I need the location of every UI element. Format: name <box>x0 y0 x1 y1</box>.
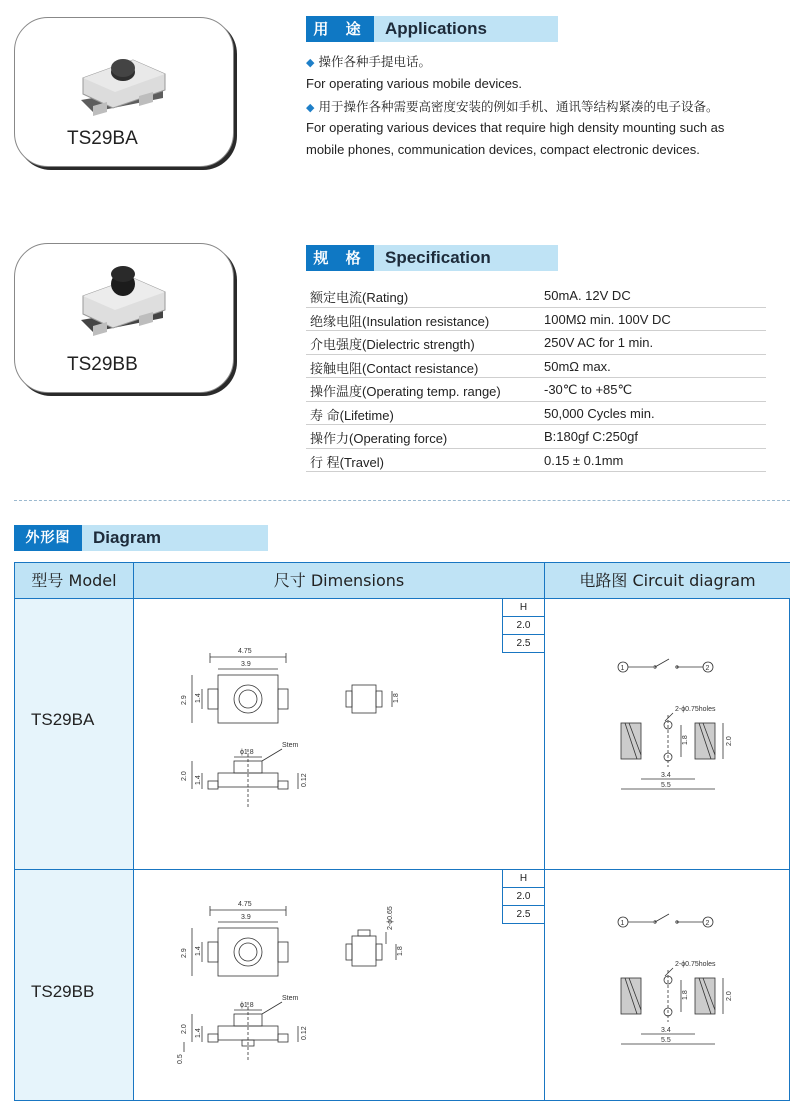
circ-w-outer: 5.5 <box>661 782 671 789</box>
applications-header-cn: 用 途 <box>306 16 374 42</box>
pin1-label: 1 <box>620 665 625 672</box>
section-divider <box>14 500 790 501</box>
dim-w-outer: 4.75 <box>238 648 252 655</box>
spec-row: 操作力(Operating force) B:180gf C:250gf <box>306 425 766 449</box>
applications-header-en: Applications <box>385 19 488 38</box>
dim-w-inner: 3.9 <box>241 661 251 668</box>
height-table: H 2.0 2.5 <box>502 599 544 653</box>
dim-front-h2: 1.4 <box>195 1028 202 1038</box>
dim-stem-label: Stem <box>282 995 299 1002</box>
product-card-ts29bb <box>14 243 234 393</box>
spec-row: 寿 命(Lifetime) 50,000 Cycles min. <box>306 402 766 426</box>
app-line-2: For operating various mobile devices. <box>306 76 523 91</box>
dim-front-t: 0.12 <box>301 773 308 787</box>
diamond-bullet-icon: ◆ <box>306 56 315 69</box>
diagram-table <box>14 562 790 1101</box>
circuit-cell-ts29bb <box>545 870 789 1100</box>
dim-bb-side-d: 2-ϕ0.65 <box>387 906 394 930</box>
product-label: TS29BB <box>67 354 138 375</box>
diagram-header <box>14 525 268 551</box>
dim-bb-bottom: 0.5 <box>177 1054 184 1064</box>
pin2-label: 2 <box>705 665 710 672</box>
circ-w-outer: 5.5 <box>661 1037 671 1044</box>
dim-stem-d: ϕ1.8 <box>240 749 254 756</box>
circ-h1: 1.8 <box>682 735 689 745</box>
circuit-cell-ts29ba <box>545 599 789 869</box>
holes-label: 2-ϕ0.75holes <box>675 706 716 713</box>
spec-row: 接触电阻(Contact resistance) 50mΩ max. <box>306 355 766 379</box>
circ-h2: 2.0 <box>726 736 733 746</box>
dim-h-inner: 1.4 <box>195 693 202 703</box>
spec-row: 操作温度(Operating temp. range) -30℃ to +85℃ <box>306 378 766 402</box>
app-line-5: mobile phones, communication devices, compact electronic devices. <box>306 142 700 157</box>
app-line-3: ◆ 用于操作各种需要高密度安装的例如手机、通讯等结构紧凑的电子设备。 <box>306 99 719 114</box>
circuit-diagram-ts29ba <box>615 655 745 805</box>
product-card-ts29ba <box>14 17 234 167</box>
circ-h1: 1.8 <box>682 990 689 1000</box>
dimension-drawing-ts29ba <box>174 639 474 819</box>
dim-w-inner: 3.9 <box>241 914 251 921</box>
dim-h-body: 2.9 <box>181 695 188 705</box>
model-cell-ts29bb <box>15 870 134 1100</box>
app-line-4: For operating various devices that require high density mounting such as <box>306 120 725 135</box>
col-dimensions: 尺寸 Dimensions <box>134 563 545 599</box>
specification-header <box>306 245 558 271</box>
specification-table <box>306 284 766 472</box>
specification-header-cn: 规 格 <box>306 245 374 271</box>
circuit-diagram-ts29bb <box>615 910 745 1060</box>
spec-row: 介电强度(Dielectric strength) 250V AC for 1 min. <box>306 331 766 355</box>
circ-w-inner: 3.4 <box>661 1027 671 1034</box>
dim-front-h2: 1.4 <box>195 775 202 785</box>
spec-row: 绝缘电阻(Insulation resistance) 100MΩ min. 100V DC <box>306 308 766 332</box>
dim-stem-d: ϕ1.8 <box>240 1002 254 1009</box>
model-label: TS29BB <box>31 982 95 1001</box>
dim-front-h: 2.0 <box>181 1024 188 1034</box>
pin2-label: 2 <box>705 920 710 927</box>
dim-front-t: 0.12 <box>301 1026 308 1040</box>
product-label: TS29BA <box>67 128 138 149</box>
height-table: H 2.0 2.5 <box>502 870 544 924</box>
dim-front-h: 2.0 <box>181 771 188 781</box>
col-model: 型号 Model <box>15 563 134 599</box>
dim-h-body: 2.9 <box>181 948 188 958</box>
switch-image-ts29ba <box>73 38 173 122</box>
applications-header <box>306 16 558 42</box>
dim-side-h: 1.8 <box>393 693 400 703</box>
diagram-header-cn: 外形图 <box>14 525 82 551</box>
model-label: TS29BA <box>31 710 95 729</box>
dim-side-h: 1.8 <box>397 946 404 956</box>
diagram-header-en: Diagram <box>93 528 162 547</box>
circ-h2: 2.0 <box>726 991 733 1001</box>
holes-label: 2-ϕ0.75holes <box>675 961 716 968</box>
pin1-label: 1 <box>620 920 625 927</box>
dimensions-cell-ts29ba <box>134 599 545 869</box>
switch-image-ts29bb <box>73 260 173 346</box>
col-circuit: 电路图 Circuit diagram <box>545 563 790 599</box>
diamond-bullet-icon: ◆ <box>306 101 315 114</box>
app-line-1: ◆ 操作各种手提电话。 <box>306 54 431 69</box>
specification-header-en: Specification <box>385 248 491 267</box>
dimension-drawing-ts29bb <box>174 892 474 1092</box>
dim-stem-label: Stem <box>282 742 299 749</box>
spec-row: 行 程(Travel) 0.15 ± 0.1mm <box>306 449 766 473</box>
spec-row: 额定电流(Rating) 50mA. 12V DC <box>306 284 766 308</box>
dim-w-outer: 4.75 <box>238 901 252 908</box>
model-cell-ts29ba <box>15 599 134 869</box>
circ-w-inner: 3.4 <box>661 772 671 779</box>
dim-h-inner: 1.4 <box>195 946 202 956</box>
dimensions-cell-ts29bb <box>134 870 545 1100</box>
